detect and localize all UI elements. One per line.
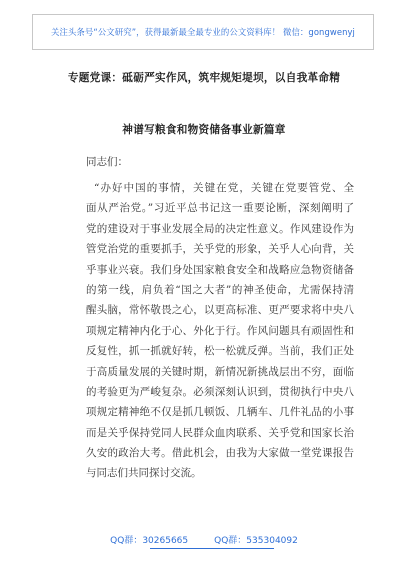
header-banner — [32, 14, 374, 50]
footer-contacts — [0, 533, 408, 546]
salutation: 同志们： — [86, 156, 128, 168]
footer-underline — [150, 548, 274, 549]
body-line: 于高质量发展的关键时期，新情况新挑战层出不穷，面临 — [86, 365, 354, 378]
body-line: 与同志们共同探讨交流。 — [86, 467, 202, 480]
body-line: 项规定精神绝不仅是抓几顿饭、几辆车、几件礼品的小事 — [86, 406, 354, 419]
body-line: 面从严治党。”习近平总书记这一重要论断，深刻阐明了 — [86, 202, 354, 215]
body-line: 久安的政治大考。借此机会，由我为大家做一堂党课报告 — [86, 447, 354, 460]
body-line: 党的建设对于事业发展全局的决定性意义。作风建设作为 — [86, 222, 354, 235]
body-line: 的考验更为严峻复杂。必须深刻认识到，贯彻执行中央八 — [86, 385, 354, 398]
footer-qq-group-1: QQ群：30265665 — [110, 536, 189, 546]
body-line: 而是关乎保持党同人民群众血肉联系、关乎党和国家长治 — [86, 426, 354, 439]
body-line: 醒头脑，常怀敬畏之心，以更高标准、更严要求将中央八 — [86, 304, 354, 317]
footer-qq-group-2: QQ群：535304092 — [214, 536, 298, 546]
document-title-line-2: 神谱写粮食和物资储备事业新篇章 — [122, 124, 286, 136]
body-paragraph — [86, 178, 354, 484]
document-title-line-1: 专题党课：砥砺严实作风，筑牢规矩堤坝，以自我革命精 — [67, 72, 341, 84]
body-line: 的第一线，肩负着“国之大者”的神圣使命，尤需保持清 — [86, 283, 354, 296]
body-line: 项规定精神内化于心、外化于行。作风问题具有顽固性和 — [86, 324, 354, 337]
body-line: 反复性，抓一抓就好转，松一松就反弹。当前，我们正处 — [86, 345, 354, 358]
body-line: 管党治党的重要抓手，关乎党的形象，关乎人心向背，关 — [86, 243, 354, 256]
body-line: “办好中国的事情，关键在党，关键在党要管党、全 — [94, 182, 354, 194]
body-line: 乎事业兴衰。我们身处国家粮食安全和战略应急物资储备 — [86, 263, 354, 276]
header-notice: 关注头条号“公文研究”，获得最新最全最专业的公文资料库！ 微信：gongwenyj — [51, 27, 355, 37]
